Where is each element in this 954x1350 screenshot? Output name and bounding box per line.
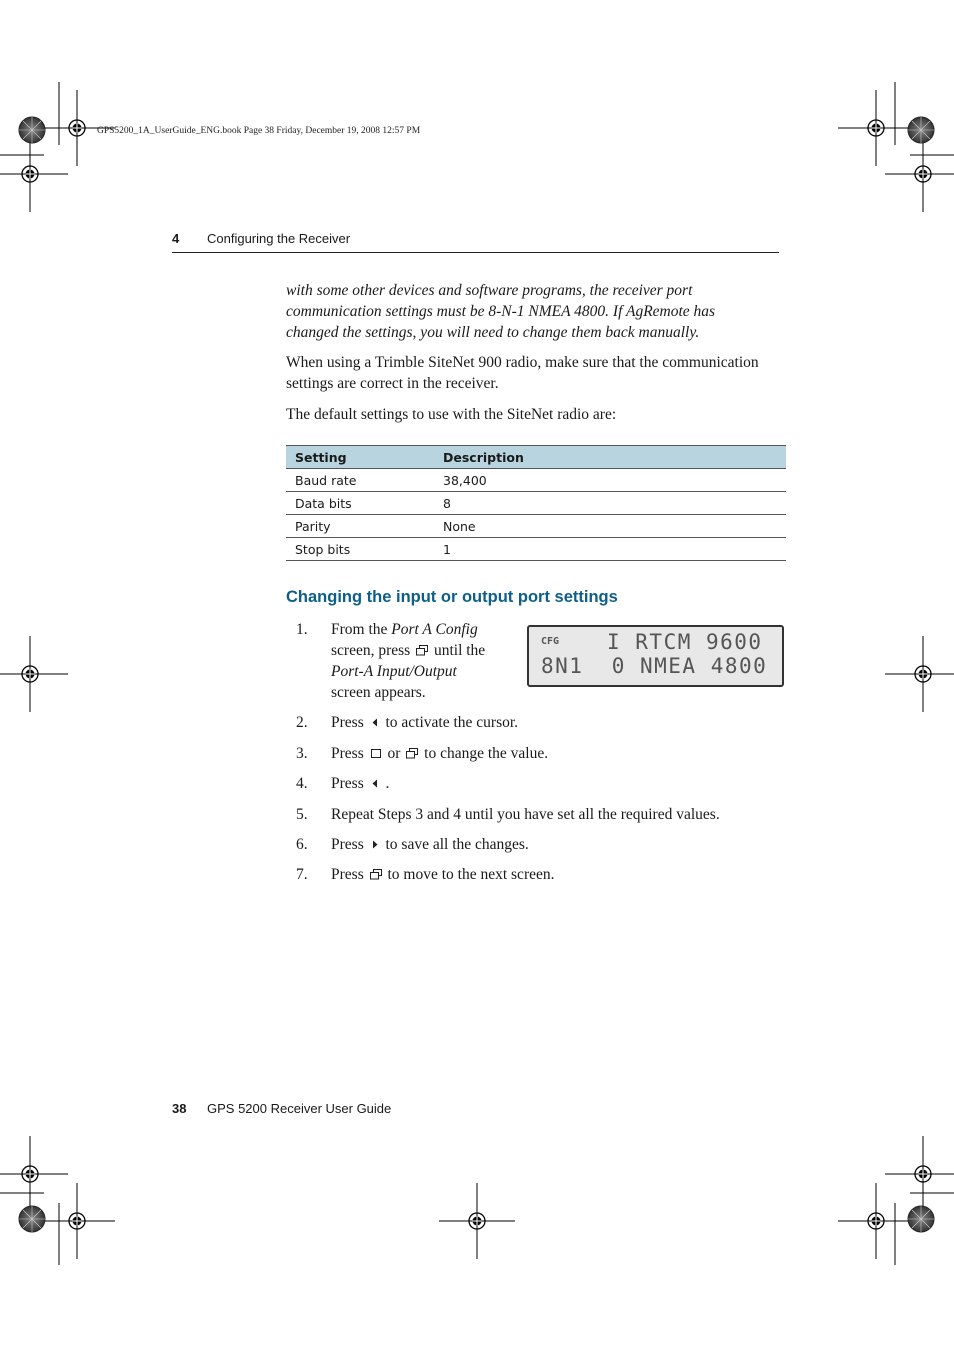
table-cell-setting: Data bits xyxy=(286,492,434,515)
lcd-line-1: I RTCM 9600 xyxy=(607,630,763,654)
step-6 xyxy=(331,834,529,855)
chapter-title: Configuring the Receiver xyxy=(207,231,351,246)
step-text: From the xyxy=(331,621,392,638)
table-row xyxy=(286,492,786,515)
right-arrow-icon xyxy=(370,839,380,850)
step-text: Press xyxy=(331,836,368,853)
step-text: to save all the changes. xyxy=(381,836,529,853)
table-cell-setting: Parity xyxy=(286,515,434,538)
step-number: 2. xyxy=(296,714,308,731)
step-text: Press xyxy=(331,714,368,731)
table-cell-value: 38,400 xyxy=(434,469,786,492)
step-text: to move to the next screen. xyxy=(383,866,555,883)
step-text: until the xyxy=(430,642,486,659)
step-text: or xyxy=(383,745,405,762)
sitenet-settings-table xyxy=(286,445,786,561)
table-row xyxy=(286,515,786,538)
table-header-description: Description xyxy=(434,446,786,469)
step-number: 4. xyxy=(296,775,308,792)
step-1-line-2 xyxy=(331,640,485,661)
table-header-setting: Setting xyxy=(286,446,434,469)
step-text: screen, press xyxy=(331,642,415,659)
step-text: Press xyxy=(331,866,368,883)
step-text: Press xyxy=(331,775,368,792)
page-number: 38 xyxy=(172,1101,187,1116)
footer-title: GPS 5200 Receiver User Guide xyxy=(207,1101,392,1116)
step-1-line-1 xyxy=(331,619,478,640)
defaults-intro-paragraph: The default settings to use with the SiteNet radio are: xyxy=(286,406,617,423)
chapter-number: 4 xyxy=(172,231,180,246)
page-next-icon xyxy=(406,748,418,759)
lcd-display xyxy=(527,625,784,687)
left-arrow-icon xyxy=(370,717,380,728)
step-1-line-4: screen appears. xyxy=(331,684,426,701)
step-number: 6. xyxy=(296,836,308,853)
step-3 xyxy=(331,743,548,764)
table-row xyxy=(286,538,786,561)
table-cell-value: 8 xyxy=(434,492,786,515)
table-cell-value: 1 xyxy=(434,538,786,561)
screen-name: Port A Config xyxy=(391,621,478,638)
page-next-icon xyxy=(416,645,428,656)
step-4 xyxy=(331,773,389,794)
step-text: . xyxy=(381,775,390,792)
step-text: to activate the cursor. xyxy=(381,714,519,731)
screen-name: Port-A Input/Output xyxy=(331,663,457,680)
step-2 xyxy=(331,712,518,733)
step-number: 3. xyxy=(296,745,308,762)
step-text: Press xyxy=(331,745,368,762)
page-next-icon xyxy=(370,869,382,880)
lcd-line-2: 8N1 0 NMEA 4800 xyxy=(541,654,768,678)
step-5: Repeat Steps 3 and 4 until you have set all the required values. xyxy=(331,806,720,823)
left-arrow-icon xyxy=(370,778,380,789)
table-cell-value: None xyxy=(434,515,786,538)
table-row xyxy=(286,469,786,492)
section-heading: Changing the input or output port settings xyxy=(286,588,618,606)
page-prev-icon xyxy=(370,748,382,759)
table-cell-setting: Stop bits xyxy=(286,538,434,561)
lcd-cfg-tag: CFG xyxy=(541,636,560,647)
step-number: 7. xyxy=(296,866,308,883)
table-cell-setting: Baud rate xyxy=(286,469,434,492)
header-rule xyxy=(172,252,779,253)
step-1-line-3 xyxy=(331,661,457,682)
italic-note-paragraph: with some other devices and software programs, the receiver port communication settings must be 8-N-1 NMEA 4800. If AgRemote has changed the settings, you will need to change them back manually. xyxy=(286,282,716,341)
table-header-row xyxy=(286,446,786,469)
step-number: 5. xyxy=(296,806,308,823)
sitenet-paragraph: When using a Trimble SiteNet 900 radio, make sure that the communication settings are correct in the receiver. xyxy=(286,354,759,392)
step-text: to change the value. xyxy=(420,745,549,762)
step-number: 1. xyxy=(296,621,308,638)
print-slug: GPS5200_1A_UserGuide_ENG.book Page 38 Friday, December 19, 2008 12:57 PM xyxy=(97,126,421,136)
step-7 xyxy=(331,864,555,885)
